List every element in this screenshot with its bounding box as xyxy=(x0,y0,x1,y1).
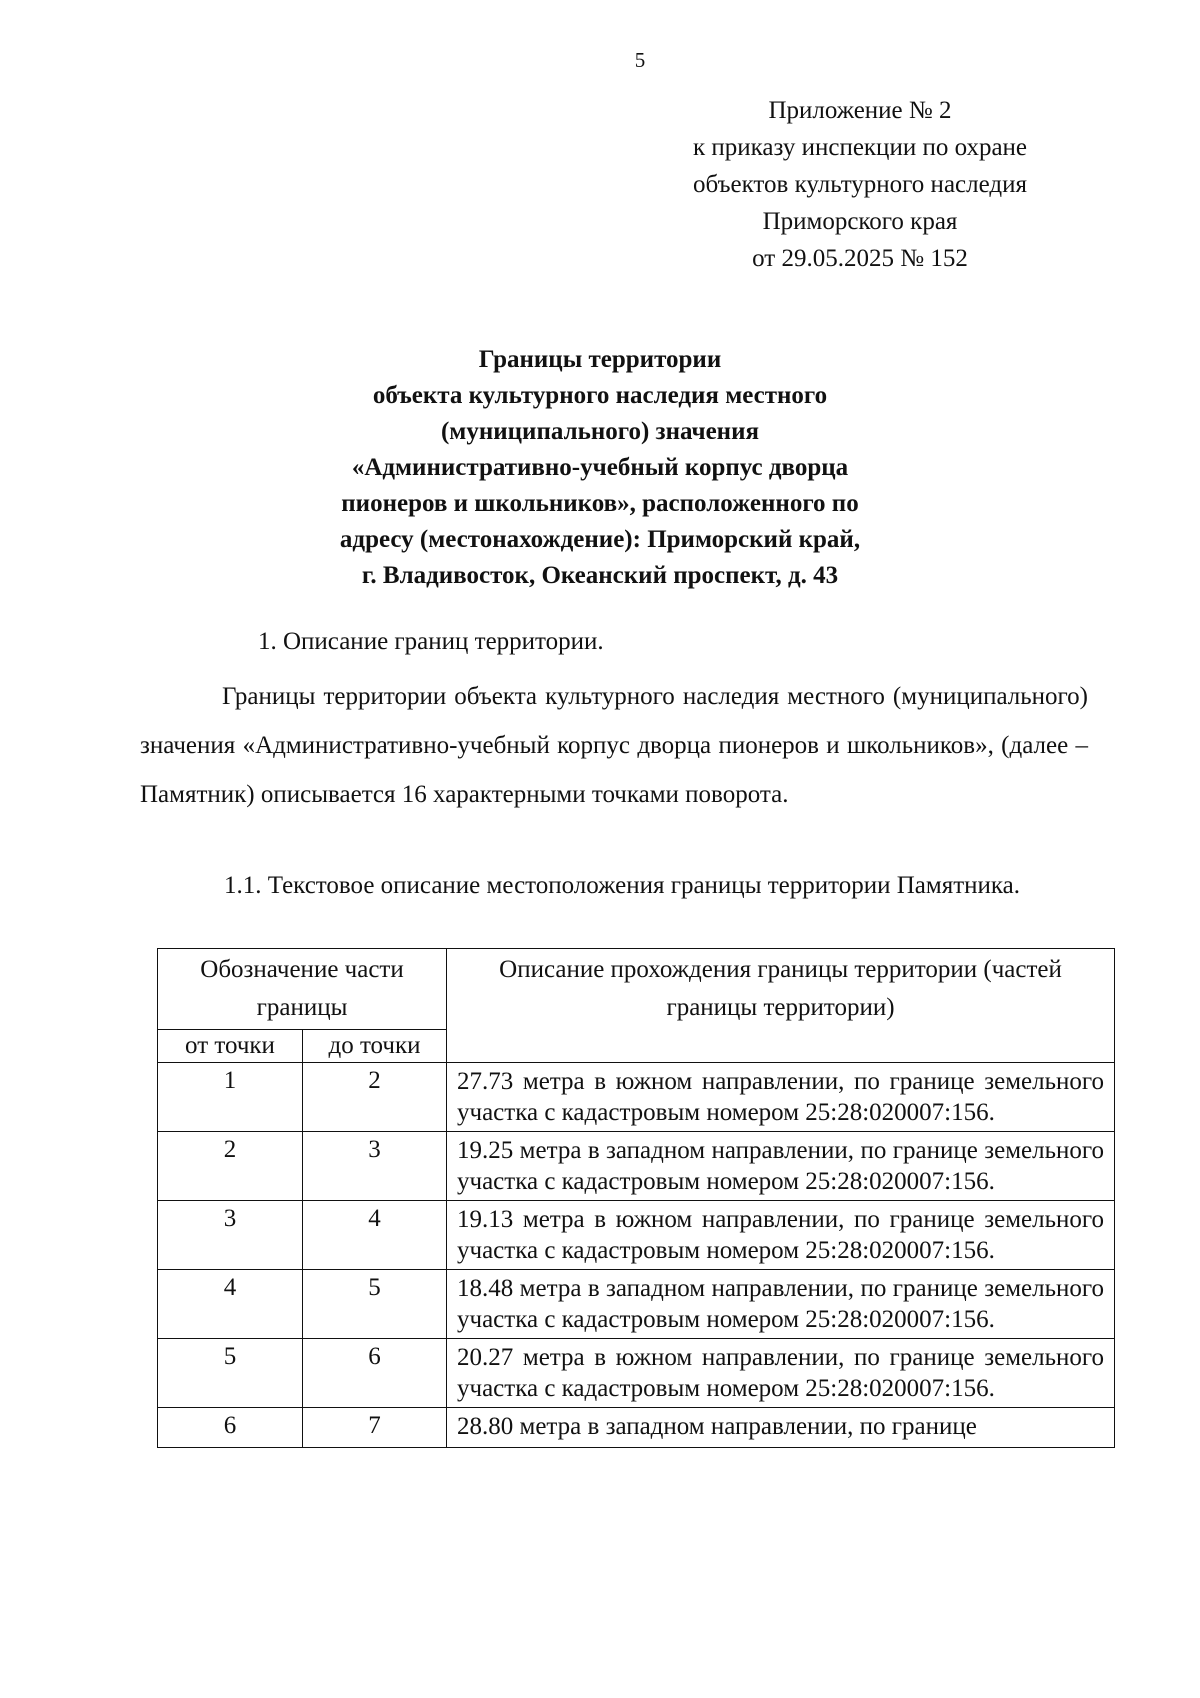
cell-to-point: 6 xyxy=(303,1339,447,1408)
table-row xyxy=(158,1408,1115,1448)
cell-from-point: 6 xyxy=(158,1408,303,1448)
table-row xyxy=(158,1132,1115,1201)
subsection-heading: 1.1. Текстовое описание местоположения границы территории Памятника. xyxy=(224,872,1021,899)
table-row xyxy=(158,1339,1115,1408)
cell-description-text: 28.80 метра в западном направлении, по границе xyxy=(457,1413,977,1440)
appendix-header xyxy=(660,92,1060,277)
appendix-line: Приморского края xyxy=(762,208,958,235)
appendix-line: Приложение № 2 xyxy=(768,97,952,124)
document-title xyxy=(250,342,950,594)
cell-to-point: 3 xyxy=(303,1132,447,1201)
cell-description: 19.13 метра в южном направлении, по границе земельного участка с кадастровым номером 25:28:020007:156. xyxy=(447,1201,1115,1270)
cell-from-point: 4 xyxy=(158,1270,303,1339)
cell-to-point: 4 xyxy=(303,1201,447,1270)
table-header-row xyxy=(158,949,1115,1030)
title-line: объекта культурного наследия местного xyxy=(372,382,828,409)
cell-description xyxy=(447,1408,1115,1448)
cell-to-point: 2 xyxy=(303,1063,447,1132)
cell-from-point: 2 xyxy=(158,1132,303,1201)
title-line: г. Владивосток, Океанский проспект, д. 43 xyxy=(361,562,839,589)
title-line: «Административно-учебный корпус дворца xyxy=(351,454,849,481)
cell-to-point: 5 xyxy=(303,1270,447,1339)
boundary-table xyxy=(157,948,1115,1448)
header-part-designation: Обозначение части границы xyxy=(158,949,447,1030)
page-number: 5 xyxy=(634,48,646,72)
cell-to-point: 7 xyxy=(303,1408,447,1448)
appendix-line: от 29.05.2025 № 152 xyxy=(752,245,968,272)
cell-from-point: 1 xyxy=(158,1063,303,1132)
title-line: (муниципального) значения xyxy=(440,418,760,445)
header-from-point: от точки xyxy=(158,1030,303,1063)
cell-from-point: 5 xyxy=(158,1339,303,1408)
table-row xyxy=(158,1270,1115,1339)
title-line: пионеров и школьников», расположенного по xyxy=(341,490,859,517)
cell-description: 20.27 метра в южном направлении, по границе земельного участка с кадастровым номером 25:28:020007:156. xyxy=(447,1339,1115,1408)
header-to-point: до точки xyxy=(303,1030,447,1063)
appendix-line: к приказу инспекции по охране xyxy=(692,134,1028,161)
table-row xyxy=(158,1063,1115,1132)
section-heading: 1. Описание границ территории. xyxy=(258,628,604,655)
title-line: Границы территории xyxy=(478,346,722,373)
title-line: адресу (местонахождение): Приморский край, xyxy=(339,526,861,553)
header-boundary-description: Описание прохождения границы территории (частей границы территории) xyxy=(447,949,1115,1063)
table-row xyxy=(158,1201,1115,1270)
cell-description: 19.25 метра в западном направлении, по границе земельного участка с кадастровым номером 25:28:020007:156. xyxy=(447,1132,1115,1201)
cell-from-point: 3 xyxy=(158,1201,303,1270)
cell-description: 18.48 метра в западном направлении, по границе земельного участка с кадастровым номером 25:28:020007:156. xyxy=(447,1270,1115,1339)
body-paragraph: Границы территории объекта культурного наследия местного (муниципального) значения «Административно-учебный корпус дворца пионеров и школьников», (далее – Памятник) описывается 16 характерными точками поворота. xyxy=(140,683,1088,808)
appendix-line: объектов культурного наследия xyxy=(693,171,1027,198)
cell-description: 27.73 метра в южном направлении, по границе земельного участка с кадастровым номером 25:28:020007:156. xyxy=(447,1063,1115,1132)
